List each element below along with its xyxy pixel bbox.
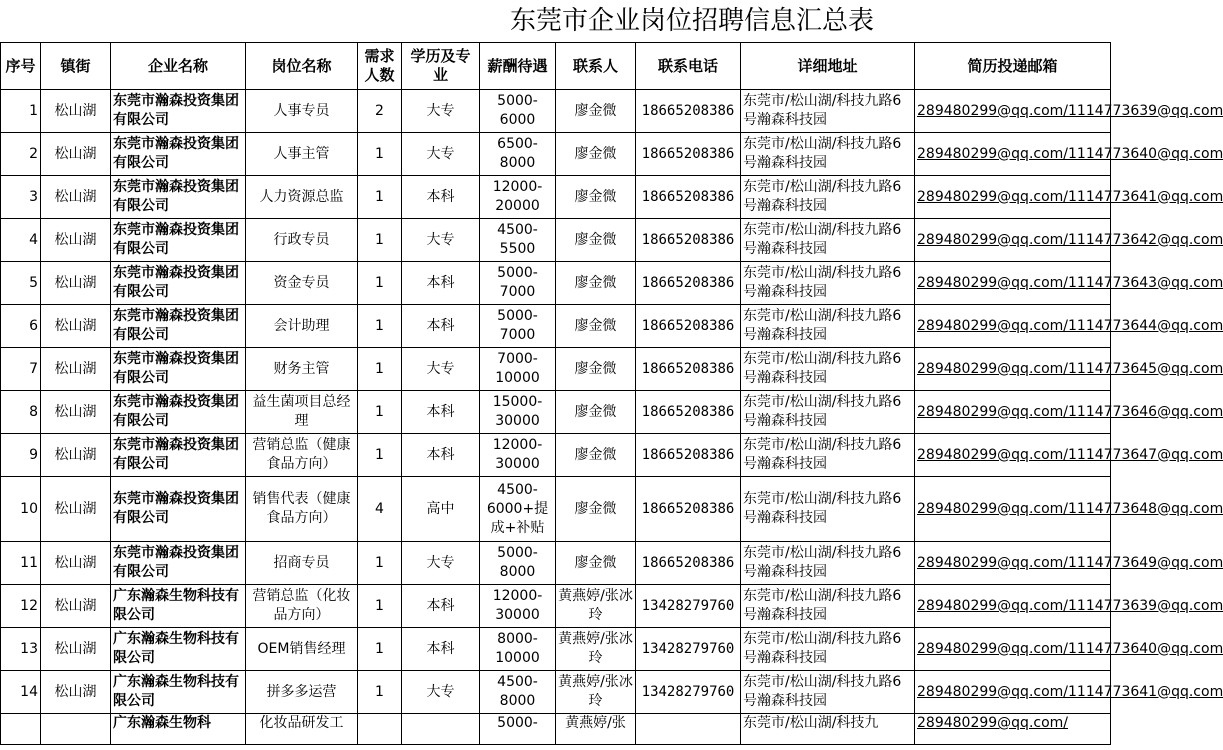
cell-count[interactable]: 1 — [358, 305, 402, 348]
cell-position[interactable]: 资金专员 — [246, 262, 358, 305]
cell-position[interactable]: 招商专员 — [246, 542, 358, 585]
cell-email[interactable]: 289480299@qq.com/1114773641@qq.com — [915, 176, 1111, 219]
table-row — [1, 391, 1111, 434]
cell-contact[interactable]: 廖金微 — [556, 133, 636, 176]
cell-email[interactable]: 289480299@qq.com/1114773644@qq.com — [915, 305, 1111, 348]
header-phone[interactable]: 联系电话 — [636, 43, 741, 90]
cell-seq[interactable]: 8 — [1, 391, 41, 434]
cell-pay[interactable]: 5000-6000 — [480, 90, 556, 133]
cell-company[interactable]: 广东瀚森生物科技有限公司 — [111, 585, 246, 628]
cell-phone[interactable]: 13428279760 — [636, 585, 741, 628]
cell-email[interactable]: 289480299@qq.com/1114773649@qq.com — [915, 542, 1111, 585]
cell-town[interactable]: 松山湖 — [41, 477, 111, 542]
cell-phone[interactable]: 18665208386 — [636, 90, 741, 133]
table-row — [1, 585, 1111, 628]
cell-position[interactable]: OEM销售经理 — [246, 628, 358, 671]
cell-town[interactable]: 松山湖 — [41, 262, 111, 305]
cell-address[interactable]: 东莞市/松山湖/科技九 — [741, 714, 915, 745]
cell-education[interactable]: 大专 — [402, 671, 480, 714]
cell-education[interactable]: 大专 — [402, 133, 480, 176]
cell-pay[interactable]: 12000-30000 — [480, 585, 556, 628]
cell-count[interactable]: 1 — [358, 628, 402, 671]
recruitment-table — [0, 42, 1223, 745]
cell-pay[interactable]: 5000-7000 — [480, 262, 556, 305]
cell-email[interactable]: 289480299@qq.com/1114773646@qq.com — [915, 391, 1111, 434]
table-row — [1, 262, 1111, 305]
cell-email[interactable]: 289480299@qq.com/1114773647@qq.com — [915, 434, 1111, 477]
cell-seq[interactable]: 10 — [1, 477, 41, 542]
cell-town[interactable]: 松山湖 — [41, 176, 111, 219]
cell-address[interactable]: 东莞市/松山湖/科技九路6号瀚森科技园 — [741, 477, 915, 542]
cell-address[interactable]: 东莞市/松山湖/科技九路6号瀚森科技园 — [741, 628, 915, 671]
cell-seq[interactable]: 6 — [1, 305, 41, 348]
table-row — [1, 176, 1111, 219]
cell-seq[interactable] — [1, 714, 41, 745]
cell-email[interactable]: 289480299@qq.com/1114773640@qq.com — [915, 628, 1111, 671]
cell-company[interactable]: 东莞市瀚森投资集团有限公司 — [111, 391, 246, 434]
cell-address[interactable]: 东莞市/松山湖/科技九路6号瀚森科技园 — [741, 262, 915, 305]
header-company[interactable]: 企业名称 — [111, 43, 246, 90]
cell-position[interactable]: 营销总监（健康食品方向） — [246, 434, 358, 477]
table-row — [1, 219, 1111, 262]
cell-phone[interactable]: 18665208386 — [636, 219, 741, 262]
cell-phone[interactable]: 13428279760 — [636, 671, 741, 714]
cell-pay[interactable]: 7000-10000 — [480, 348, 556, 391]
cell-phone[interactable]: 18665208386 — [636, 348, 741, 391]
table-row — [1, 348, 1111, 391]
cell-phone[interactable]: 13428279760 — [636, 628, 741, 671]
cell-contact[interactable]: 黄燕婷/张冰玲 — [556, 628, 636, 671]
header-email[interactable]: 简历投递邮箱 — [915, 43, 1111, 90]
cell-phone[interactable]: 18665208386 — [636, 477, 741, 542]
cell-pay[interactable]: 4500-5500 — [480, 219, 556, 262]
cell-seq[interactable]: 3 — [1, 176, 41, 219]
cell-count[interactable]: 1 — [358, 219, 402, 262]
cell-address[interactable]: 东莞市/松山湖/科技九路6号瀚森科技园 — [741, 585, 915, 628]
cell-email[interactable]: 289480299@qq.com/1114773645@qq.com — [915, 348, 1111, 391]
cell-seq[interactable]: 1 — [1, 90, 41, 133]
cell-contact[interactable]: 廖金微 — [556, 477, 636, 542]
cell-company[interactable]: 东莞市瀚森投资集团有限公司 — [111, 176, 246, 219]
cell-contact[interactable]: 廖金微 — [556, 542, 636, 585]
cell-pay[interactable]: 4500-8000 — [480, 671, 556, 714]
cell-pay[interactable]: 12000-20000 — [480, 176, 556, 219]
cell-company[interactable]: 东莞市瀚森投资集团有限公司 — [111, 90, 246, 133]
cell-contact[interactable]: 廖金微 — [556, 219, 636, 262]
cell-town[interactable]: 松山湖 — [41, 90, 111, 133]
cell-position[interactable]: 营销总监（化妆品方向） — [246, 585, 358, 628]
cell-position[interactable]: 人事主管 — [246, 133, 358, 176]
cell-town[interactable]: 松山湖 — [41, 391, 111, 434]
cell-seq[interactable]: 7 — [1, 348, 41, 391]
cell-phone[interactable]: 18665208386 — [636, 262, 741, 305]
table-row — [1, 671, 1111, 714]
cell-seq[interactable]: 5 — [1, 262, 41, 305]
table-row — [1, 305, 1111, 348]
cell-education[interactable]: 本科 — [402, 585, 480, 628]
cell-company[interactable]: 东莞市瀚森投资集团有限公司 — [111, 219, 246, 262]
cell-count[interactable]: 1 — [358, 262, 402, 305]
cell-education[interactable] — [402, 714, 480, 745]
cell-town[interactable]: 松山湖 — [41, 219, 111, 262]
cell-address[interactable]: 东莞市/松山湖/科技九路6号瀚森科技园 — [741, 133, 915, 176]
cell-contact[interactable]: 黄燕婷/张冰玲 — [556, 585, 636, 628]
cell-count[interactable]: 1 — [358, 585, 402, 628]
cell-town[interactable]: 松山湖 — [41, 305, 111, 348]
cell-address[interactable]: 东莞市/松山湖/科技九路6号瀚森科技园 — [741, 305, 915, 348]
cell-seq[interactable]: 11 — [1, 542, 41, 585]
cell-pay[interactable]: 5000-8000 — [480, 542, 556, 585]
cell-phone[interactable]: 18665208386 — [636, 176, 741, 219]
header-row — [1, 43, 1111, 90]
cell-address[interactable]: 东莞市/松山湖/科技九路6号瀚森科技园 — [741, 176, 915, 219]
table-row — [1, 714, 1111, 745]
cell-email[interactable]: 289480299@qq.com/1114773648@qq.com — [915, 477, 1111, 542]
cell-seq[interactable]: 9 — [1, 434, 41, 477]
cell-contact[interactable]: 黄燕婷/张冰玲 — [556, 671, 636, 714]
cell-pay[interactable]: 15000-30000 — [480, 391, 556, 434]
cell-count[interactable]: 1 — [358, 434, 402, 477]
page-title: 东莞市企业岗位招聘信息汇总表 — [510, 6, 875, 36]
cell-pay[interactable]: 5000- — [480, 714, 556, 745]
cell-education[interactable]: 大专 — [402, 219, 480, 262]
cell-seq[interactable]: 13 — [1, 628, 41, 671]
cell-count[interactable]: 1 — [358, 348, 402, 391]
cell-count[interactable]: 1 — [358, 176, 402, 219]
header-address[interactable]: 详细地址 — [741, 43, 915, 90]
cell-phone[interactable]: 18665208386 — [636, 542, 741, 585]
cell-address[interactable]: 东莞市/松山湖/科技九路6号瀚森科技园 — [741, 671, 915, 714]
cell-phone[interactable] — [636, 714, 741, 745]
cell-town[interactable]: 松山湖 — [41, 434, 111, 477]
cell-pay[interactable]: 4500-6000+提成+补贴 — [480, 477, 556, 542]
cell-company[interactable]: 东莞市瀚森投资集团有限公司 — [111, 434, 246, 477]
cell-position[interactable]: 人力资源总监 — [246, 176, 358, 219]
cell-contact[interactable]: 廖金微 — [556, 391, 636, 434]
cell-address[interactable]: 东莞市/松山湖/科技九路6号瀚森科技园 — [741, 542, 915, 585]
cell-pay[interactable]: 8000-10000 — [480, 628, 556, 671]
cell-education[interactable]: 本科 — [402, 262, 480, 305]
cell-pay[interactable]: 6500-8000 — [480, 133, 556, 176]
cell-education[interactable]: 本科 — [402, 391, 480, 434]
cell-seq[interactable]: 2 — [1, 133, 41, 176]
cell-education[interactable]: 高中 — [402, 477, 480, 542]
header-pay[interactable]: 薪酬待遇 — [480, 43, 556, 90]
cell-contact[interactable]: 廖金微 — [556, 434, 636, 477]
header-town[interactable]: 镇街 — [41, 43, 111, 90]
cell-town[interactable]: 松山湖 — [41, 133, 111, 176]
cell-count[interactable]: 1 — [358, 391, 402, 434]
cell-address[interactable]: 东莞市/松山湖/科技九路6号瀚森科技园 — [741, 348, 915, 391]
cell-contact[interactable]: 黄燕婷/张 — [556, 714, 636, 745]
cell-education[interactable]: 大专 — [402, 90, 480, 133]
cell-position[interactable]: 销售代表（健康食品方向） — [246, 477, 358, 542]
cell-contact[interactable]: 廖金微 — [556, 90, 636, 133]
cell-company[interactable]: 东莞市瀚森投资集团有限公司 — [111, 348, 246, 391]
header-education[interactable]: 学历及专业 — [402, 43, 480, 90]
cell-company[interactable]: 东莞市瀚森投资集团有限公司 — [111, 305, 246, 348]
cell-education[interactable]: 本科 — [402, 176, 480, 219]
cell-town[interactable]: 松山湖 — [41, 348, 111, 391]
cell-position[interactable]: 拼多多运营 — [246, 671, 358, 714]
header-position[interactable]: 岗位名称 — [246, 43, 358, 90]
cell-email[interactable]: 289480299@qq.com/1114773640@qq.com — [915, 133, 1111, 176]
cell-count[interactable]: 1 — [358, 133, 402, 176]
cell-phone[interactable]: 18665208386 — [636, 391, 741, 434]
cell-count[interactable]: 1 — [358, 542, 402, 585]
cell-education[interactable]: 本科 — [402, 628, 480, 671]
cell-address[interactable]: 东莞市/松山湖/科技九路6号瀚森科技园 — [741, 219, 915, 262]
cell-position[interactable]: 财务主管 — [246, 348, 358, 391]
cell-education[interactable]: 本科 — [402, 305, 480, 348]
cell-contact[interactable]: 廖金微 — [556, 348, 636, 391]
cell-company[interactable]: 东莞市瀚森投资集团有限公司 — [111, 262, 246, 305]
cell-education[interactable]: 本科 — [402, 434, 480, 477]
cell-phone[interactable]: 18665208386 — [636, 133, 741, 176]
table-row — [1, 542, 1111, 585]
header-contact[interactable]: 联系人 — [556, 43, 636, 90]
cell-email[interactable]: 289480299@qq.com/1114773642@qq.com — [915, 219, 1111, 262]
table-row — [1, 90, 1111, 133]
cell-count[interactable] — [358, 714, 402, 745]
cell-phone[interactable]: 18665208386 — [636, 434, 741, 477]
cell-address[interactable]: 东莞市/松山湖/科技九路6号瀚森科技园 — [741, 90, 915, 133]
cell-count[interactable]: 4 — [358, 477, 402, 542]
cell-address[interactable]: 东莞市/松山湖/科技九路6号瀚森科技园 — [741, 391, 915, 434]
cell-town[interactable] — [41, 714, 111, 745]
cell-count[interactable]: 1 — [358, 671, 402, 714]
cell-education[interactable]: 大专 — [402, 348, 480, 391]
cell-contact[interactable]: 廖金微 — [556, 305, 636, 348]
cell-position[interactable]: 会计助理 — [246, 305, 358, 348]
cell-town[interactable]: 松山湖 — [41, 628, 111, 671]
cell-town[interactable]: 松山湖 — [41, 671, 111, 714]
header-seq[interactable]: 序号 — [1, 43, 41, 90]
table-row — [1, 628, 1111, 671]
header-count[interactable]: 需求人数 — [358, 43, 402, 90]
cell-position[interactable]: 益生菌项目总经理 — [246, 391, 358, 434]
cell-contact[interactable]: 廖金微 — [556, 262, 636, 305]
cell-company[interactable]: 东莞市瀚森投资集团有限公司 — [111, 542, 246, 585]
table-row — [1, 477, 1111, 542]
cell-company[interactable]: 东莞市瀚森投资集团有限公司 — [111, 133, 246, 176]
cell-pay[interactable]: 5000-7000 — [480, 305, 556, 348]
cell-company[interactable]: 广东瀚森生物科技有限公司 — [111, 628, 246, 671]
cell-company[interactable]: 东莞市瀚森投资集团有限公司 — [111, 477, 246, 542]
cell-email[interactable]: 289480299@qq.com/ — [915, 714, 1111, 745]
cell-town[interactable]: 松山湖 — [41, 542, 111, 585]
cell-position[interactable]: 人事专员 — [246, 90, 358, 133]
cell-count[interactable]: 2 — [358, 90, 402, 133]
cell-position[interactable]: 行政专员 — [246, 219, 358, 262]
cell-education[interactable]: 大专 — [402, 542, 480, 585]
table-row — [1, 434, 1111, 477]
cell-seq[interactable]: 4 — [1, 219, 41, 262]
cell-position[interactable]: 化妆品研发工 — [246, 714, 358, 745]
cell-seq[interactable]: 14 — [1, 671, 41, 714]
cell-company[interactable]: 广东瀚森生物科 — [111, 714, 246, 745]
cell-address[interactable]: 东莞市/松山湖/科技九路6号瀚森科技园 — [741, 434, 915, 477]
table-row — [1, 133, 1111, 176]
cell-company[interactable]: 广东瀚森生物科技有限公司 — [111, 671, 246, 714]
cell-town[interactable]: 松山湖 — [41, 585, 111, 628]
cell-seq[interactable]: 12 — [1, 585, 41, 628]
cell-email[interactable]: 289480299@qq.com/1114773641@qq.com — [915, 671, 1111, 714]
cell-pay[interactable]: 12000-30000 — [480, 434, 556, 477]
cell-contact[interactable]: 廖金微 — [556, 176, 636, 219]
cell-email[interactable]: 289480299@qq.com/1114773639@qq.com — [915, 585, 1111, 628]
cell-email[interactable]: 289480299@qq.com/1114773639@qq.com — [915, 90, 1111, 133]
cell-phone[interactable]: 18665208386 — [636, 305, 741, 348]
cell-email[interactable]: 289480299@qq.com/1114773643@qq.com — [915, 262, 1111, 305]
